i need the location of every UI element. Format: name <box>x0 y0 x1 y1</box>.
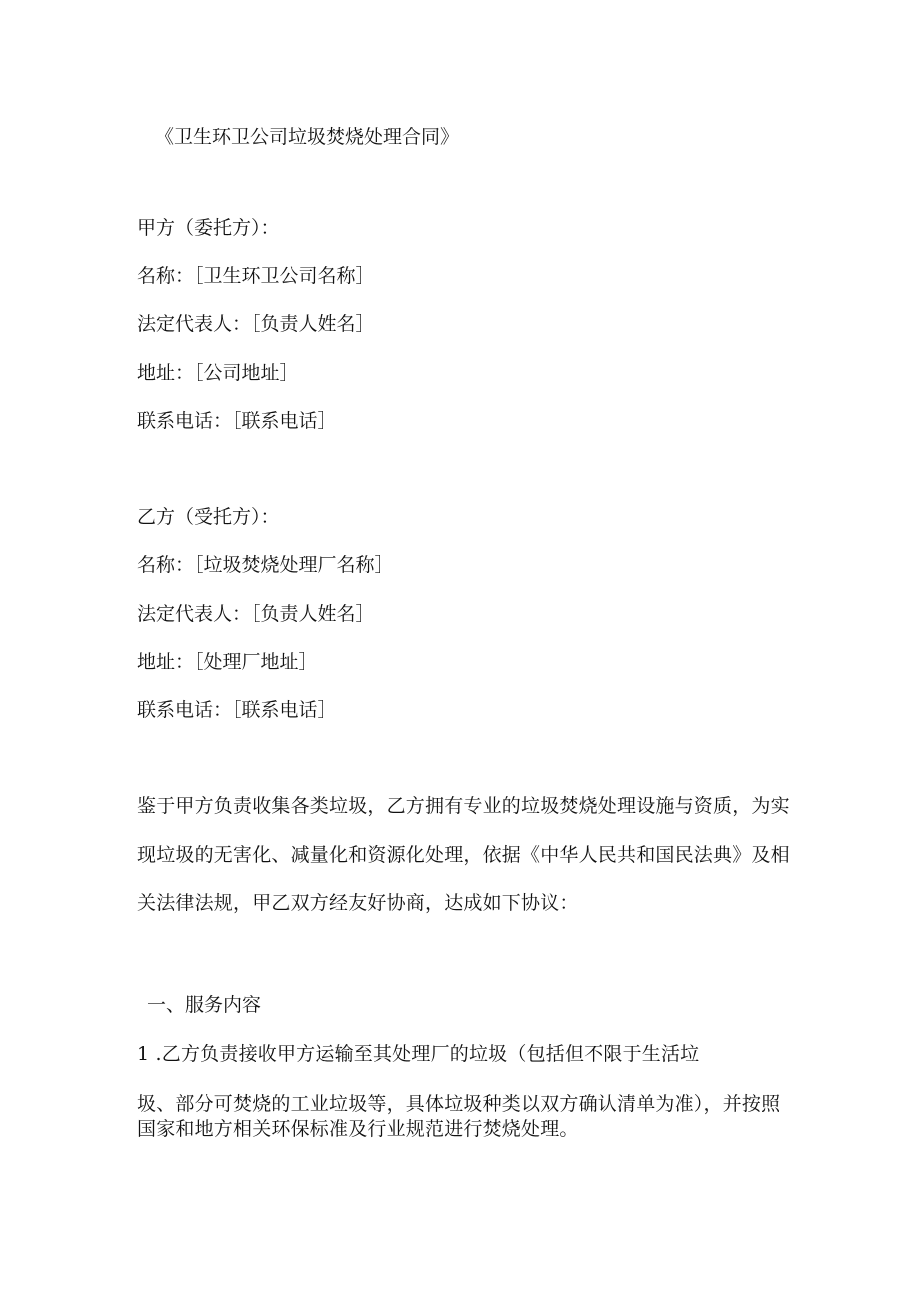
section-1-item-line: 圾、部分可焚烧的工业垃圾等，具体垃圾种类以双方确认清单为准），并按照 <box>137 1093 781 1115</box>
preamble-line: 现垃圾的无害化、减量化和资源化处理，依据《中华人民共和国民法典》及相 <box>137 844 790 866</box>
party-b-heading: 乙方（受托方）： <box>137 506 280 528</box>
document-title: 《卫生环卫公司垃圾焚烧处理合同》 <box>155 126 460 148</box>
section-1-item-line: 1 .乙方负责接收甲方运输至其处理厂的垃圾（包括但不限于生活垃 <box>137 1043 700 1065</box>
party-b-phone: 联系电话：［联系电话］ <box>137 699 337 721</box>
party-b-address: 地址：［处理厂地址］ <box>137 651 318 673</box>
party-b-name: 名称：［垃圾焚烧处理厂名称］ <box>137 554 394 576</box>
preamble-line: 关法律法规，甲乙双方经友好协商，达成如下协议： <box>137 892 579 914</box>
preamble-line: 鉴于甲方负责收集各类垃圾，乙方拥有专业的垃圾焚烧处理设施与资质，为实 <box>137 795 790 817</box>
party-a-heading: 甲方（委托方）： <box>137 217 280 239</box>
party-a-name: 名称：［卫生环卫公司名称］ <box>137 265 375 287</box>
section-1-item-line: 国家和地方相关环保标准及行业规范进行焚烧处理。 <box>137 1118 579 1140</box>
section-1-heading: 一、服务内容 <box>147 994 262 1016</box>
party-a-representative: 法定代表人：［负责人姓名］ <box>137 313 375 335</box>
party-a-phone: 联系电话：［联系电话］ <box>137 410 337 432</box>
party-b-representative: 法定代表人：［负责人姓名］ <box>137 603 375 625</box>
party-a-address: 地址：［公司地址］ <box>137 362 299 384</box>
